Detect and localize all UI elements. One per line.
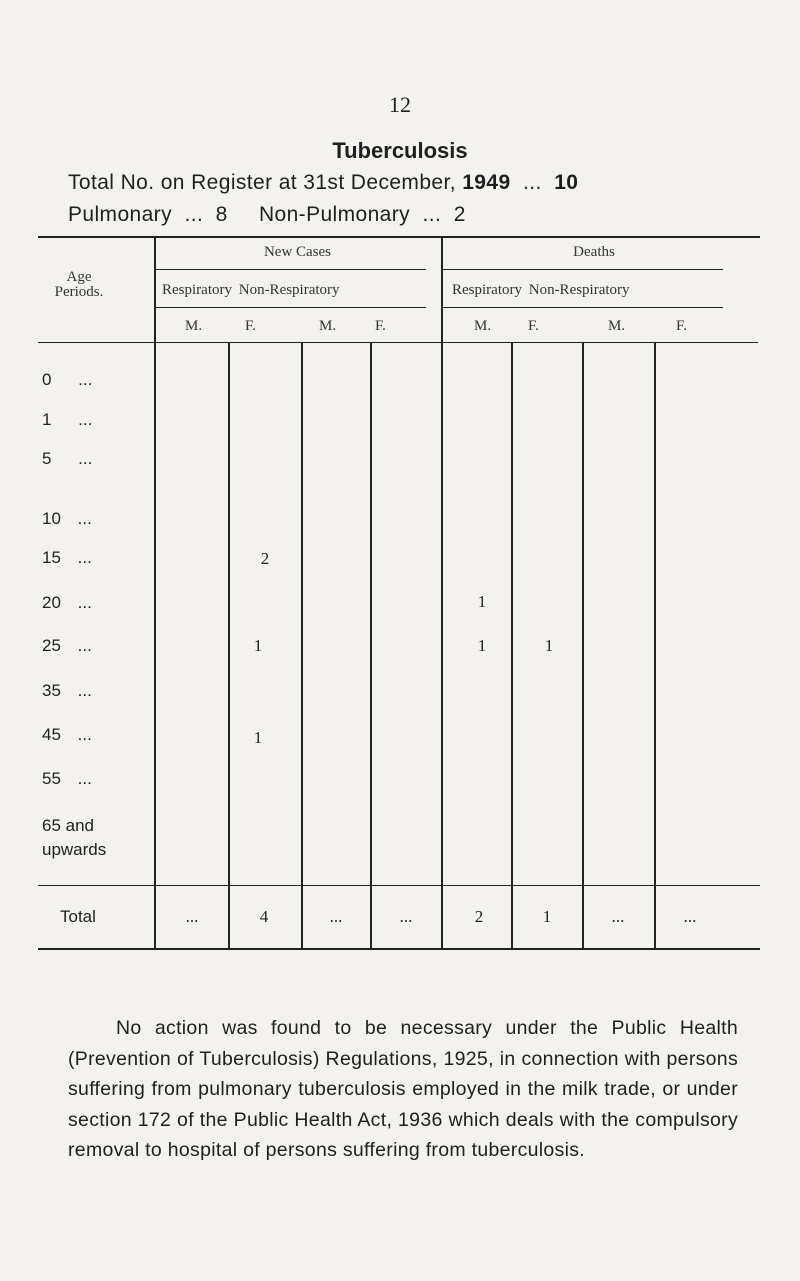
pulmonary-breakdown-line: [68, 203, 466, 227]
non-pulmonary-label: Non-Pulmonary: [258, 203, 411, 226]
sex-label: F.: [245, 318, 256, 334]
column-divider: [511, 343, 513, 948]
deaths-subheader-rule: [441, 269, 723, 270]
sex-label: M.: [319, 318, 337, 334]
total-value: ...: [329, 907, 343, 926]
table-cell-value: 1: [544, 636, 554, 655]
header-bottom-rule: [38, 342, 758, 343]
sex-label: F.: [676, 318, 687, 334]
age-row-label: 55 ...: [42, 769, 92, 788]
total-value: ...: [611, 907, 625, 926]
deaths-sex-rule: [441, 307, 723, 308]
age-row-label: 25 ...: [42, 636, 92, 655]
age-row-label: 15 ...: [42, 548, 92, 567]
new-cases-deaths-divider: [441, 236, 443, 948]
total-value: ...: [683, 907, 697, 926]
deaths-header: Deaths: [573, 244, 615, 260]
age-row-label: 5 ...: [42, 449, 93, 468]
table-cell-value: 2: [260, 549, 270, 568]
total-value: 1: [542, 907, 552, 926]
register-year: 1949: [462, 171, 511, 194]
table-top-rule: [38, 236, 760, 238]
pulmonary-value: 8: [215, 203, 228, 226]
table-cell-value: 1: [477, 592, 487, 611]
total-value: 4: [259, 907, 269, 926]
new-cases-header: New Cases: [263, 244, 332, 260]
column-divider: [582, 343, 584, 948]
column-divider: [228, 343, 230, 948]
age-row-label: 45 ...: [42, 725, 92, 744]
table-cell-value: 1: [477, 636, 487, 655]
sex-label: F.: [375, 318, 386, 334]
deaths-subheader: Respiratory Non-Respiratory: [452, 282, 630, 298]
age-row-label: 10 ...: [42, 509, 92, 528]
regulations-paragraph: No action was found to be necessary under the Public Health (Prevention of Tuberculosis) Regulations, 1925, in connection with persons suffering from pulmonary tuberculosis employed in the milk trade, or under section 172 of the Public Health Act, 1936 which deals with the compulsory removal to hospital of persons suffering from tuberculosis.: [68, 1017, 738, 1161]
total-value: ...: [399, 907, 413, 926]
age-row-label: 20 ...: [42, 593, 92, 612]
pulmonary-label: Pulmonary: [68, 203, 172, 226]
sex-label: M.: [185, 318, 203, 334]
total-label: Total: [60, 907, 96, 926]
non-pulmonary-dots: ...: [422, 203, 442, 226]
new-cases-subheader: Respiratory Non-Respiratory: [162, 282, 340, 298]
age-column-divider: [154, 236, 156, 948]
register-total-line: [68, 171, 578, 195]
register-label: Total No. on Register at 31st December,: [68, 171, 456, 194]
page-title: Tuberculosis: [332, 138, 468, 163]
new-cases-sex-rule: [154, 307, 426, 308]
page-number: 12: [389, 92, 411, 117]
total-value: 2: [474, 907, 484, 926]
age-periods-header: Age Periods.: [54, 269, 104, 300]
sex-label: F.: [528, 318, 539, 334]
age-row-label: 65 and upwards: [42, 816, 107, 859]
sex-label: M.: [608, 318, 626, 334]
sex-label: M.: [474, 318, 492, 334]
age-row-label: 35 ...: [42, 681, 92, 700]
total-value: ...: [185, 907, 199, 926]
column-divider: [301, 343, 303, 948]
new-cases-subheader-rule: [154, 269, 426, 270]
total-top-rule: [38, 885, 760, 886]
register-dots: ...: [523, 171, 542, 194]
table-cell-value: 1: [253, 728, 263, 747]
table-cell-value: 1: [253, 636, 263, 655]
age-row-label: 1 ...: [42, 410, 93, 429]
register-total: 10: [554, 171, 579, 194]
column-divider: [370, 343, 372, 948]
table-bottom-rule: [38, 948, 760, 950]
non-pulmonary-value: 2: [453, 203, 466, 226]
age-row-label: 0 ...: [42, 370, 93, 389]
pulmonary-dots: ...: [184, 203, 204, 226]
column-divider: [654, 343, 656, 948]
